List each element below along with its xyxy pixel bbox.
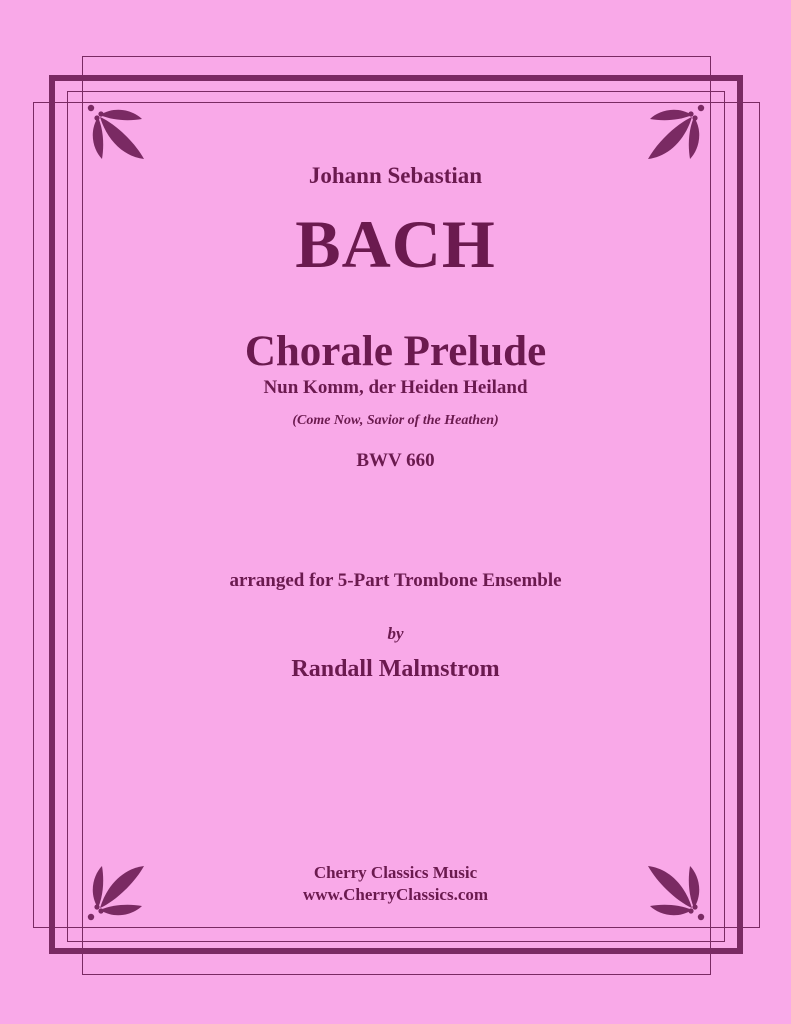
arranger-name: Randall Malmstrom: [291, 656, 500, 682]
composer-first-name: Johann Sebastian: [308, 163, 483, 188]
catalog-number: BWV 660: [356, 450, 435, 471]
page-title: Chorale Prelude: [244, 328, 547, 375]
arrangement-note: arranged for 5-Part Trombone Ensemble: [229, 570, 562, 591]
flourish-corner-icon: [86, 103, 148, 165]
by-label: by: [387, 624, 404, 643]
flourish-corner-icon: [644, 103, 706, 165]
composer-last-name: BACH: [295, 206, 496, 282]
subtitle: Nun Komm, der Heiden Heiland: [263, 377, 528, 398]
publisher-name: Cherry Classics Music: [313, 863, 478, 882]
title-translation: (Come Now, Savior of the Heathen): [292, 413, 499, 428]
publisher-website: www.CherryClassics.com: [302, 885, 489, 904]
